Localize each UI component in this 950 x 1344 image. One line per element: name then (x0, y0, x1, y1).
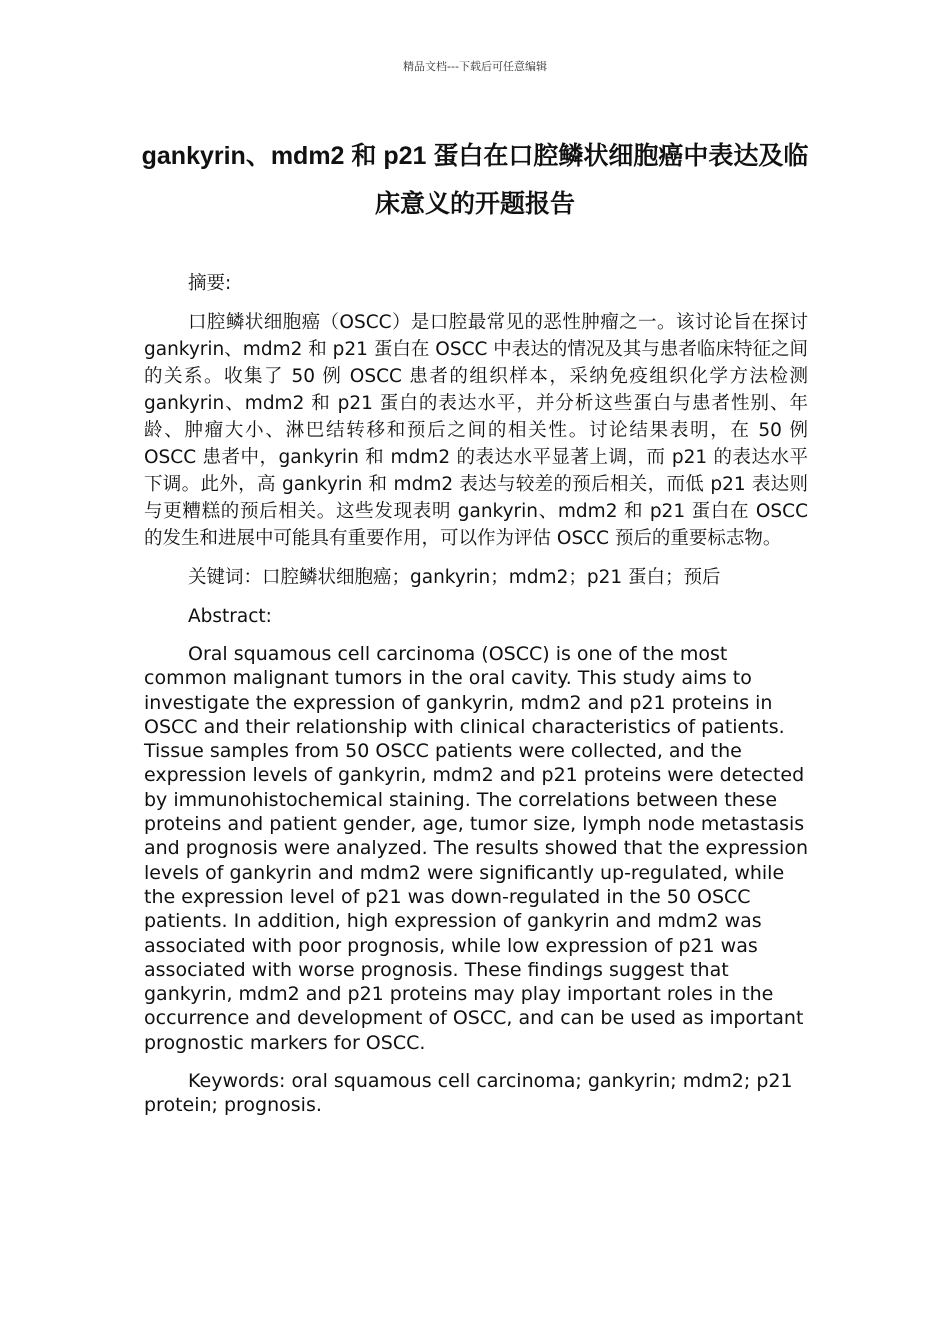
keywords-cn: 关键词：口腔鳞状细胞癌；gankyrin；mdm2；p21 蛋白；预后 (188, 567, 721, 588)
document-title: gankyrin、mdm2 和 p21 蛋白在口腔鳞状细胞癌中表达及临床意义的开题报告 (141, 142, 809, 218)
header-note: 精品文档---下载后可任意编辑 (403, 60, 547, 73)
abstract-en-label: Abstract: (188, 606, 272, 627)
abstract-en-body: Oral squamous cell carcinoma (OSCC) is one of the most common malignant tumors in the oral cavity. This study aims to investigate the expression of gankyrin, mdm2 and p21 proteins in OSCC and their relationship with clinical characteristics of patients. Tissue samples from 50 OSCC patients were collected, and the expression levels of gankyrin, mdm2 and p21 proteins were detected by immunohistochemical staining. The correlations between these proteins and patient gender, age, tumor size, lymph node metastasis and prognosis were analyzed. The results showed that the expression levels of gankyrin and mdm2 were significantly up-regulated, while the expression level of p21 was down-regulated in the 50 OSCC patients. In addition, high expression of gankyrin and mdm2 was associated with poor prognosis, while low expression of p21 was associated with worse prognosis. These findings suggest that gankyrin, mdm2 and p21 proteins may play important roles in the occurrence and development of OSCC, and can be used as important prognostic markers for OSCC. (144, 643, 809, 1054)
document-body (144, 270, 808, 1132)
abstract-cn-label: 摘要: (188, 273, 232, 294)
abstract-cn-body: 口腔鳞状细胞癌（OSCC）是口腔最常见的恶性肿瘤之一。该讨论旨在探讨 gankyrin、mdm2 和 p21 蛋白在 OSCC 中表达的情况及其与患者临床特征之间的关系。收集了 50 例 OSCC 患者的组织样本，采纳免疫组织化学方法检测 gankyrin、mdm2 和 p21 蛋白的表达水平，并分析这些蛋白与患者性别、年龄、肿瘤大小、淋巴结转移和预后之间的相关性。讨论结果表明，在 50 例 OSCC 患者中，gankyrin 和 mdm2 的表达水平显著上调，而 p21 的表达水平下调。此外，高 gankyrin 和 mdm2 表达与较差的预后相关，而低 p21 表达则与更糟糕的预后相关。这些发现表明 gankyrin、mdm2 和 p21 蛋白在 OSCC 的发生和进展中可能具有重要作用，可以作为评估 OSCC 预后的重要标志物。 (144, 312, 808, 549)
keywords-en: Keywords: oral squamous cell carcinoma; gankyrin; mdm2; p21 protein; prognosis. (144, 1070, 793, 1117)
